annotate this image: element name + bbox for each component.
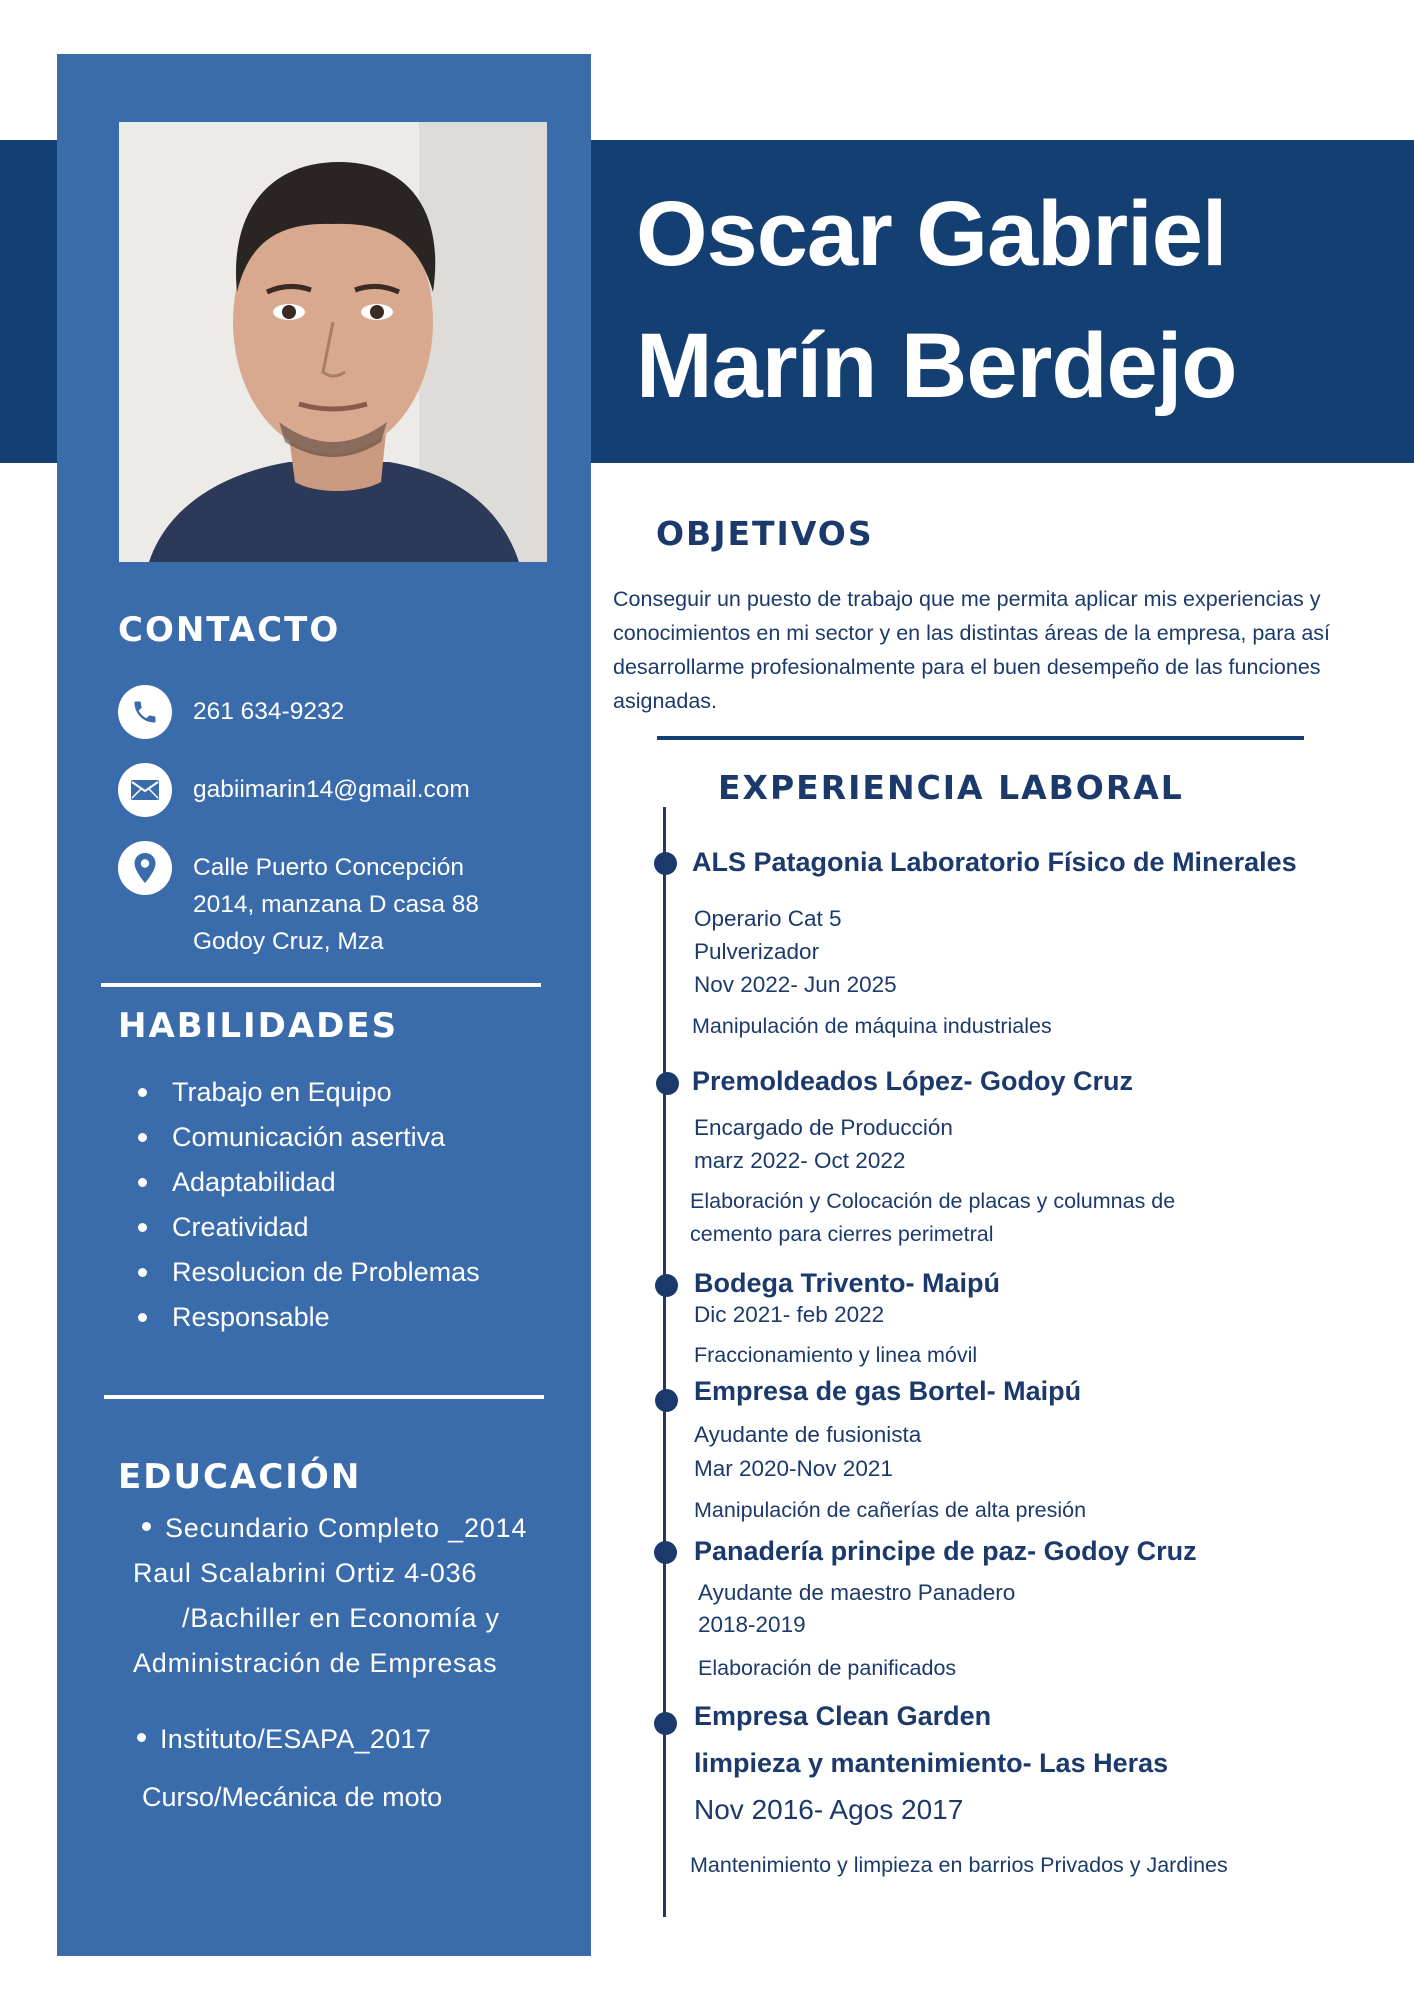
contact-heading: CONTACTO (118, 610, 341, 650)
job-dates: Dic 2021- feb 2022 (694, 1302, 885, 1327)
bullet-icon (138, 1313, 147, 1322)
bullet-icon (142, 1522, 151, 1531)
objective-text: Conseguir un puesto de trabajo que me permita aplicar mis experiencias y conocimientos en mi sector y en las distintas áreas de la empresa, para así desarrollarme profesionalmente para el buen desempeño de las funciones asignadas. (613, 587, 1331, 713)
education-entry-line: Administración de Empresas (133, 1648, 498, 1678)
envelope-icon (118, 763, 172, 817)
job-company: Panadería principe de paz- Godoy Cruz (694, 1536, 1197, 1566)
address-line: Godoy Cruz, Mza (193, 928, 384, 955)
timeline-dot (655, 1274, 678, 1297)
job-role: Ayudante de fusionista (694, 1422, 922, 1447)
bullet-icon (138, 1133, 147, 1142)
objective-heading: OBJETIVOS (656, 514, 874, 553)
skill-item: Creatividad (133, 1205, 480, 1250)
job-description: Manipulación de máquina industriales (692, 1014, 1052, 1038)
location-pin-icon (118, 841, 172, 895)
job-company: limpieza y mantenimiento- Las Heras (694, 1748, 1169, 1778)
skills-divider (104, 1395, 544, 1399)
skill-item: Comunicación asertiva (133, 1115, 480, 1160)
job-company: ALS Patagonia Laboratorio Físico de Minerales (692, 847, 1297, 877)
contact-email (118, 763, 470, 817)
education-entry-title: Instituto/ESAPA_2017 (137, 1724, 431, 1755)
name-line-2: Marín Berdejo (636, 315, 1237, 417)
contact-phone (118, 685, 344, 739)
education-heading: EDUCACIÓN (118, 1457, 362, 1497)
phone-number: 261 634-9232 (193, 698, 345, 725)
timeline-dot (656, 1072, 679, 1095)
job-dates: Mar 2020-Nov 2021 (694, 1456, 893, 1481)
section-divider (657, 736, 1304, 740)
skill-item: Responsable (133, 1295, 480, 1340)
timeline-dot (655, 1389, 678, 1412)
job-description: Mantenimiento y limpieza en barrios Privados y Jardines (690, 1853, 1228, 1877)
timeline-dot (654, 852, 677, 875)
job-company: Premoldeados López- Godoy Cruz (692, 1066, 1134, 1096)
bullet-icon (138, 1178, 147, 1187)
job-role: Ayudante de maestro Panadero (698, 1580, 1016, 1605)
address-line: 2014, manzana D casa 88 (193, 891, 480, 918)
timeline-dot (654, 1712, 677, 1735)
job-company: Empresa Clean Garden (694, 1701, 992, 1731)
education-entry-title: Secundario Completo _2014 (142, 1513, 527, 1544)
bullet-icon (138, 1268, 147, 1277)
education-entry-line: Curso/Mecánica de moto (142, 1782, 443, 1812)
job-description: Elaboración y Colocación de placas y columnas de (690, 1189, 1176, 1213)
address-line: Calle Puerto Concepción (193, 854, 465, 881)
bullet-icon (137, 1733, 146, 1742)
phone-icon (118, 685, 172, 739)
candidate-name (636, 168, 1236, 432)
email-address: gabiimarin14@gmail.com (193, 776, 470, 803)
job-description: cemento para cierres perimetral (690, 1222, 994, 1246)
job-role: Pulverizador (694, 939, 820, 964)
job-description: Fraccionamiento y linea móvil (694, 1343, 978, 1367)
portrait-illustration (119, 122, 547, 562)
timeline-dot (654, 1541, 677, 1564)
job-dates: Nov 2022- Jun 2025 (694, 972, 897, 997)
bullet-icon (138, 1088, 147, 1097)
contact-address (118, 841, 479, 960)
skill-item: Resolucion de Problemas (133, 1250, 480, 1295)
job-role: Operario Cat 5 (694, 906, 842, 931)
job-company: Empresa de gas Bortel- Maipú (694, 1376, 1082, 1406)
job-dates: 2018-2019 (698, 1612, 806, 1637)
skill-item: Trabajo en Equipo (133, 1070, 480, 1115)
job-dates: marz 2022- Oct 2022 (694, 1148, 906, 1173)
job-description: Elaboración de panificados (698, 1656, 957, 1680)
bullet-icon (138, 1223, 147, 1232)
name-line-1: Oscar Gabriel (636, 183, 1227, 285)
timeline-line (663, 807, 666, 1917)
job-description: Manipulación de cañerías de alta presión (694, 1498, 1087, 1522)
education-entry-line: /Bachiller en Economía y (182, 1603, 500, 1633)
contact-divider (101, 983, 541, 987)
experience-heading: EXPERIENCIA LABORAL (718, 768, 1184, 807)
skill-item: Adaptabilidad (133, 1160, 480, 1205)
job-company: Bodega Trivento- Maipú (694, 1268, 1001, 1298)
job-role: Encargado de Producción (694, 1115, 953, 1140)
education-entry-line: Raul Scalabrini Ortiz 4-036 (133, 1558, 478, 1588)
skills-list (133, 1070, 480, 1340)
profile-photo (119, 122, 547, 562)
skills-heading: HABILIDADES (118, 1006, 399, 1046)
job-dates: Nov 2016- Agos 2017 (694, 1794, 964, 1825)
